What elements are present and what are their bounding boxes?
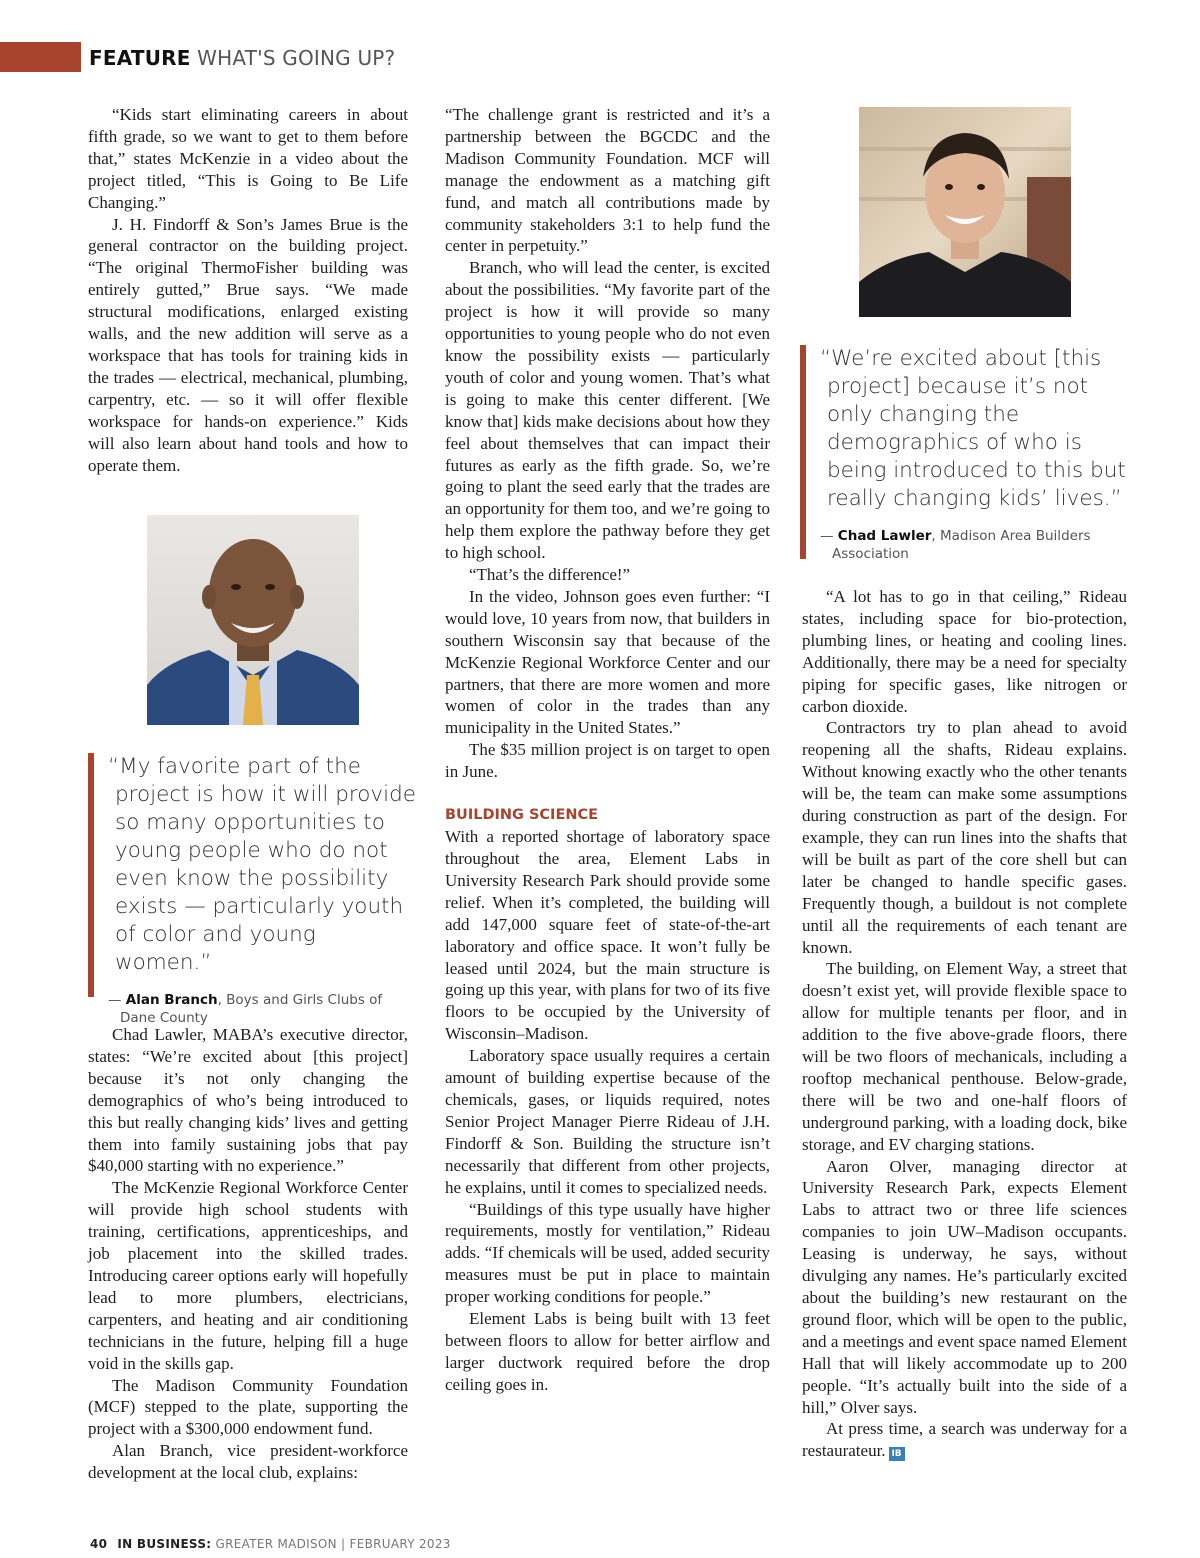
attribution-name: Alan Branch xyxy=(125,992,218,1008)
column-1-top xyxy=(88,104,408,476)
pullquote-branch xyxy=(88,753,418,1026)
alan-branch-photo xyxy=(147,515,359,725)
attribution-dash: — xyxy=(108,992,126,1008)
paragraph: “That’s the difference!” xyxy=(469,565,631,585)
column-2 xyxy=(445,104,770,1396)
paragraph xyxy=(802,1418,1127,1462)
paragraph: “Kids start eliminating careers in about fifth grade, so we want to get to them before that,” states McKenzie in a video about the project titled, “This is Going to Be Life Changing.” xyxy=(88,105,408,212)
attribution-name: Chad Lawler xyxy=(837,528,932,544)
paragraph: Branch, who will lead the center, is excited about the possibilities. “My favorite part of the project is how it will provide so many opportunities to young people who do not even know the possibility exists — particularly youth of color and young women. That’s what is going to make this center different. [We know that] kids make decisions about how they feel about themselves that can impact their futures as early as the fifth grade. So, we’re going to plant the seed early that the trades are an opportunity for them too, and we’re going to help them explore the pathway before they get to high school. xyxy=(445,258,770,563)
section-header xyxy=(89,46,395,70)
paragraph: Chad Lawler, MABA’s executive director, states: “We’re excited about [this project] because it’s not only changing the demographics of who’s being introduced to this but really changing kids’ lives and getting them into family sustaining jobs that pay $40,000 starting with no experience.” xyxy=(88,1025,408,1176)
attribution-affiliation: , Madison Area Builders Association xyxy=(832,528,1091,562)
pullquote-attribution xyxy=(820,527,1130,563)
attribution-dash: — xyxy=(820,528,838,544)
paragraph: In the video, Johnson goes even further: “I would love, 10 years from now, that builders in southern Wisconsin say that because of the McKenzie Regional Workforce Center and our partners, that there are more women and more women of color in the trades than any municipality in the United States.” xyxy=(445,586,770,738)
paragraph: Element Labs is being built with 13 feet between floors to allow for better airflow and larger ductwork required before the drop ceiling goes in. xyxy=(445,1309,770,1394)
ib-end-mark-icon: IB xyxy=(889,1447,905,1461)
paragraph: The building, on Element Way, a street that doesn’t exist yet, will provide flexible space to allow for multiple tenants per floor, and in addition to the five above-grade floors, there will be two floors of mechanicals, including a rooftop mechanical penthouse. Below-grade, there will be two and one-half floors of underground parking, with a loading dock, bike storage, and EV charging stations. xyxy=(802,959,1127,1154)
paragraph: The Madison Community Foundation (MCF) stepped to the plate, supporting the project with a $300,000 endowment fund. xyxy=(88,1375,408,1439)
header-accent-bar xyxy=(0,42,81,72)
paragraph: Aaron Olver, managing director at University Research Park, expects Element Labs to attract two or three life sciences companies to join UW–Madison occupants. Leasing is underway, he says, without divulging any names. He’s particularly excited about the building’s new restaurant on the ground floor, which will be open to the public, and a meetings and event space named Element Hall that will likely accommodate up to 200 people. “It’s actually built into the side of a hill,” Olver says. xyxy=(802,1156,1127,1417)
chad-lawler-photo xyxy=(859,107,1071,317)
paragraph: The McKenzie Regional Workforce Center will provide high school students with training, certifications, apprenticeships, and job placement into the skilled trades. Introducing career options early will hopefully lead to more plumbers, electricians, carpenters, and heating and air conditioning technicians in the future, helping fill a huge void in the skills gap. xyxy=(88,1178,408,1373)
paragraph: Laboratory space usually requires a certain amount of building expertise because of the chemicals, gases, or liquids required, notes Senior Project Manager Pierre Rideau of J.H. Findorff & Son. Building the structure isn’t necessarily that different from other projects, he explains, until it comes to specialized needs. xyxy=(445,1046,770,1197)
paragraph: “Buildings of this type usually have higher requirements, mostly for ventilation,” Rideau adds. “If chemicals will be used, added security measures must be put in place to maintain proper working conditions for people.” xyxy=(445,1199,770,1307)
page-number: 40 xyxy=(90,1537,108,1551)
attribution-affiliation: , Boys and Girls Clubs of Dane County xyxy=(120,992,383,1026)
paragraph: “A lot has to go in that ceiling,” Rideau states, including space for bio-protection, plumbing lines, or heating and cooling lines. Additionally, there may be a need for specialty piping for specific gases, like nitrogen or carbon dioxide. xyxy=(802,587,1127,716)
subhead-building-science: BUILDING SCIENCE xyxy=(445,807,599,824)
section-kicker: FEATURE xyxy=(89,46,191,70)
publication-name: IN BUSINESS: xyxy=(117,1537,212,1551)
closing-sentence: At press time, a search was underway for a restaurateur. xyxy=(802,1419,1127,1461)
paragraph: Alan Branch, vice president-workforce development at the local club, explains: xyxy=(88,1441,408,1483)
pullquote-attribution xyxy=(108,991,418,1027)
column-3 xyxy=(802,586,1127,1462)
paragraph: Contractors try to plan ahead to avoid reopening all the shafts, Rideau explains. Without knowing exactly who the other tenants will be, the team can make some assumptions during construction as part of the design. For example, they can run lines into the shafts that will be built as part of the core shell but can later be changed to handle specific gases. Frequently though, a buildout is not complete until all the requirements of each tenant are known. xyxy=(802,718,1127,957)
pullquote-text: “My favorite part of the project is how it will provide so many opportunities to young people who do not even know the possibility exists — particularly youth of color and young women.” xyxy=(108,754,416,975)
column-1-bottom xyxy=(88,1024,408,1484)
paragraph: With a reported shortage of laboratory space throughout the area, Element Labs in University Research Park should provide some relief. When it’s completed, the building will add 147,000 square feet of state-of-the-art laboratory and office space. It won’t fully be leased until 2024, but the main structure is going up this year, with plans for two of its five floors to be occupied by the University of Wisconsin–Madison. xyxy=(445,827,770,1044)
pullquote-text: “We’re excited about [this project] because it’s not only changing the demographics of who is being introduced to this but really changing kids’ lives.” xyxy=(820,346,1126,511)
pullquote-lawler xyxy=(800,345,1130,562)
publication-edition: GREATER MADISON | FEBRUARY 2023 xyxy=(211,1537,451,1551)
paragraph: “The challenge grant is restricted and it’s a partnership between the BGCDC and the Madison Community Foundation. MCF will manage the endowment as a matching gift fund, and match all contributions made by community stakeholders 3:1 to help fund the center in perpetuity.” xyxy=(445,105,770,256)
paragraph: The $35 million project is on target to open in June. xyxy=(445,740,770,782)
page-footer xyxy=(90,1537,451,1551)
section-topic: WHAT'S GOING UP? xyxy=(197,46,396,70)
paragraph: J. H. Findorff & Son’s James Brue is the general contractor on the building project. “The original ThermoFisher building was entirely gutted,” Brue says. “We made structural modifications, enlarged existing walls, and the new addition will serve as a workspace that has tools for training kids in the trades — electrical, mechanical, plumbing, carpentry, etc. — so it will offer flexible workspace for hands-on experience.” Kids will also learn about hand tools and how to operate them. xyxy=(88,214,408,475)
